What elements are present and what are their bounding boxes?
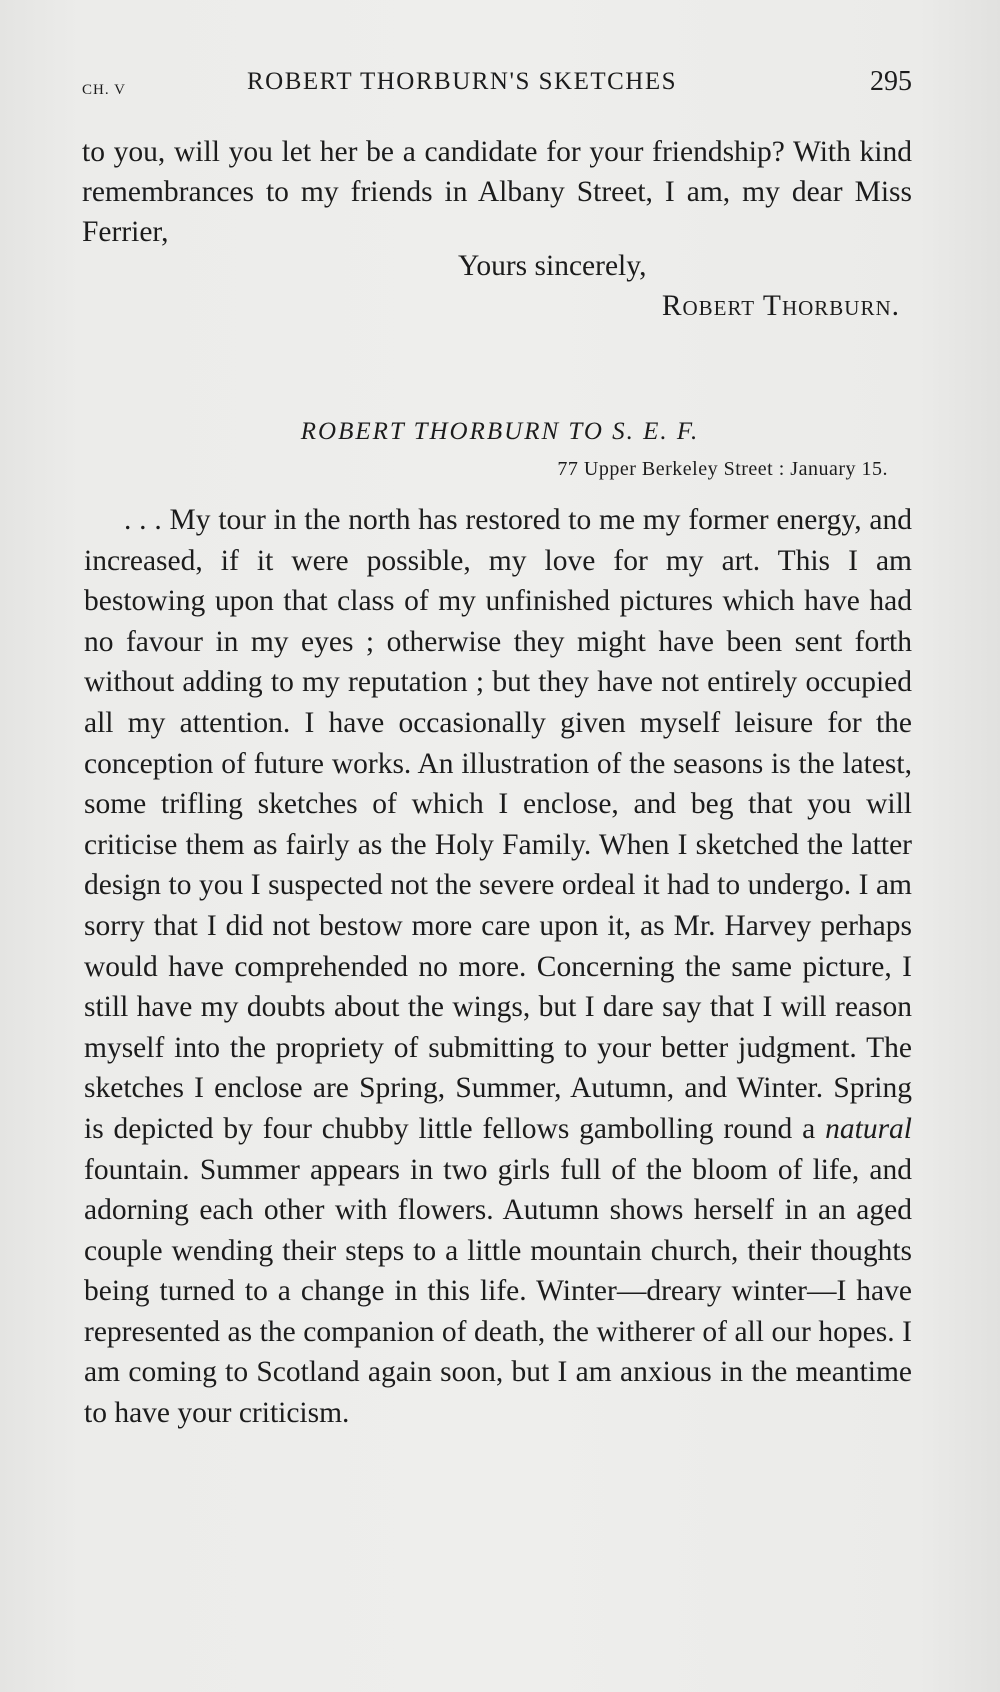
italic-word: natural [825,1112,912,1145]
letter-dateline: 77 Upper Berkeley Street : January 15. [557,458,888,480]
valediction: Yours sincerely, [458,250,647,282]
running-header [82,68,912,104]
running-title: ROBERT THORBURN'S SKETCHES [247,68,678,95]
chapter-label: CH. V [82,82,126,98]
letter-body [84,500,912,1434]
letter-body-part-1: . . . My tour in the north has restored to me my former energy, and increased, if it were possible, my love for my art. This I am bestowing upon that class of my unfinished pictures which have had no favour in my eyes ; otherwise they might have been sent forth without adding to my reputation ; but they have not entirely occupied all my attention. I have occasionally given myself leisure for the conception of future works. An illustration of the seasons is the latest, some trifling sketches of which I enclose, and beg that you will criticise them as fairly as the Holy Family. When I sketched the latter design to you I suspected not the severe ordeal it had to undergo. I am sorry that I did not bestow more care upon it, as Mr. Harvey perhaps would have comprehended no more. Concerning the same picture, I still have my doubts about the wings, but I dare say that I will reason myself into the propriety of submitting to your better judgment. The sketches I enclose are Spring, Summer, Autumn, and Winter. Spring is depicted by four chubby little fellows gambolling round a [84,504,912,1145]
previous-letter-closing: to you, will you let her be a candidate for your friendship? With kind remembrances to my friends in Albany Street, I am, my dear Miss Ferrier, [82,136,912,248]
letter-heading: ROBERT THORBURN TO S. E. F. [300,418,700,445]
signature: Robert Thorburn. [661,290,900,322]
letter-body-part-2: fountain. Summer appears in two girls full of the bloom of life, and adorning each other with flowers. Autumn shows herself in an aged couple wending their steps to a little mountain church, their thoughts being turned to a change in this life. Winter—dreary winter—I have represented as the companion of death, the witherer of all our hopes. I am coming to Scotland again soon, but I am anxious in the meantime to have your criticism. [84,1153,912,1430]
page-number: 295 [870,66,912,97]
